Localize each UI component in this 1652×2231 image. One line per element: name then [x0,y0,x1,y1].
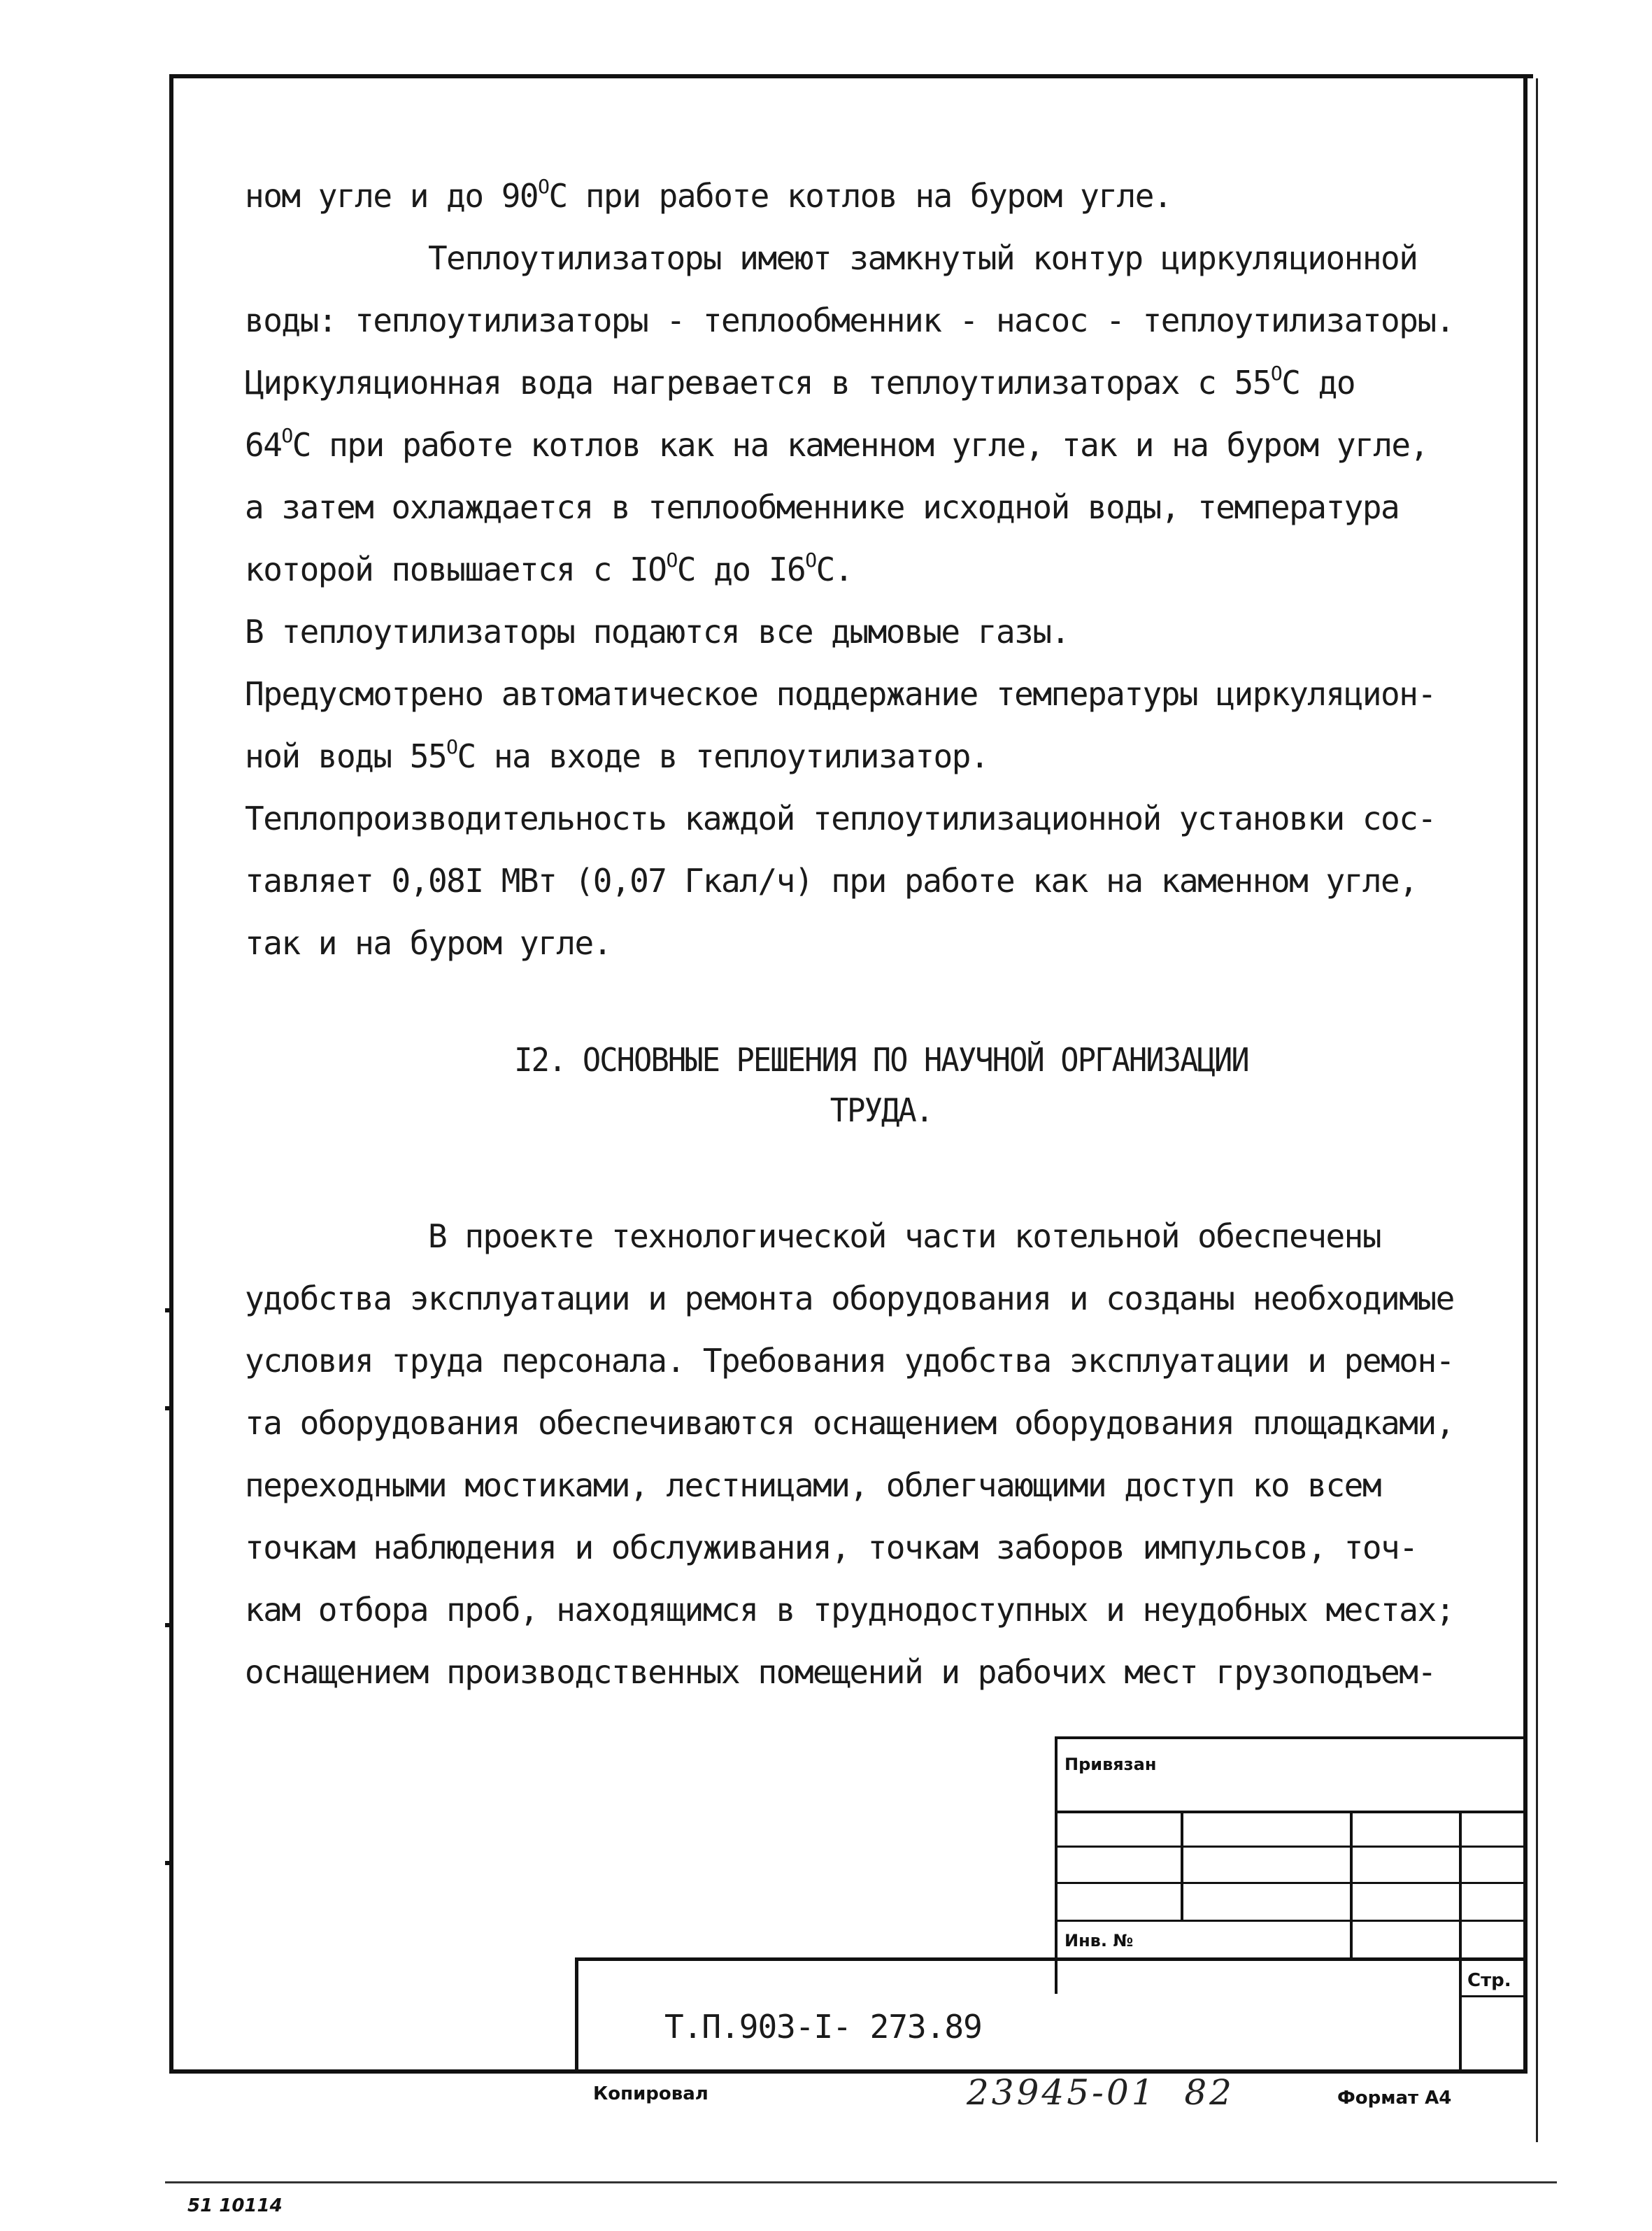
tb-line [1055,1811,1528,1813]
stamp-number: 51 10114 [187,2195,283,2216]
tb-line [575,1957,1528,1961]
tb-line [1055,1920,1528,1922]
text-line: Теплопроизводительность каждой теплоутилизационной установки сос- [245,800,1436,837]
frame-border-top [169,74,1533,78]
text-line: оснащением производственных помещений и рабочих мест грузоподъем- [245,1653,1436,1691]
section-heading-cont: ТРУДА. [829,1091,933,1129]
text-line: ной воды $55^OС$ на входе в теплоутилизатор. [245,735,989,775]
tb-line [1055,1882,1528,1884]
text-line: Предусмотрено автоматическое поддержание температуры циркуляцион- [245,675,1436,713]
text-line: воды: теплоутилизаторы - теплообменник - насос - теплоутилизаторы. [245,302,1454,339]
inv-no-label: Инв. № [1064,1931,1134,1950]
frame-border-right-outer [1536,78,1538,2142]
text-line: та оборудования обеспечиваются оснащением оборудования площадками, [245,1404,1454,1442]
tb-line [1055,1738,1058,1994]
document-code: Т.П.903-I- 273.89 [664,2008,982,2046]
text-line: которой повышается с $IO^OС$ до $I6^OС$. [245,548,853,588]
section-heading: I2. ОСНОВНЫЕ РЕШЕНИЯ ПО НАУЧНОЙ ОРГАНИЗАЦИИ [514,1041,1248,1079]
tb-line [1181,1812,1183,1921]
tb-line [575,1957,578,2071]
tb-line [1055,1846,1528,1848]
margin-tick [165,1861,171,1865]
frame-border-bottom [169,2069,1528,2074]
tb-line [1055,1736,1528,1739]
tb-line [1350,1812,1353,1959]
text-line: а затем охлаждается в теплообменнике исходной воды, температура [245,488,1400,526]
margin-tick [165,1623,171,1627]
text-line: ном угле и до $90^OС$ при работе котлов на буром угле. [245,174,1172,215]
format-label: Формат А4 [1337,2088,1452,2109]
margin-tick [165,1406,171,1410]
text-line: переходными мостиками, лестницами, облегчающими доступ ко всем [245,1466,1381,1504]
text-line: удобства эксплуатации и ремонта оборудования и созданы необходимые [245,1280,1454,1317]
text-line: В теплоутилизаторы подаются все дымовые газы. [245,613,1069,651]
text-line: Теплоутилизаторы имеют замкнутый контур циркуляционной [245,239,1418,277]
text-line: точкам наблюдения и обслуживания, точкам заборов импульсов, точ- [245,1529,1418,1566]
text-line: тавляет 0,08I МВт (0,07 Гкал/ч) при работе как на каменном угле, [245,862,1418,900]
text-line: так и на буром угле. [245,924,611,962]
margin-tick [165,1308,171,1312]
frame-border-left [169,76,173,2073]
page-label: Стр. [1467,1970,1511,1991]
trim-line [165,2181,1557,2183]
text-line: $64^OС$ при работе котлов как на каменном угле, так и на буром угле, [245,423,1428,464]
text-line: кам отбора проб, находящимся в труднодоступных и неудобных местах; [245,1591,1454,1629]
handwritten-number: 23945-01 82 [967,2072,1234,2113]
text-line: В проекте технологической части котельной обеспечены [245,1217,1381,1255]
privyazan-label: Привязан [1064,1755,1157,1774]
tb-line [1459,1812,1462,2071]
tb-line [1459,1995,1528,1997]
frame-border-right [1523,76,1528,2073]
text-line: условия труда персонала. Требования удобства эксплуатации и ремон- [245,1342,1454,1380]
kopiroval-label: Копировал [593,2083,708,2104]
text-line: Циркуляционная вода нагревается в теплоутилизаторах с $55^OС$ до [245,361,1355,402]
